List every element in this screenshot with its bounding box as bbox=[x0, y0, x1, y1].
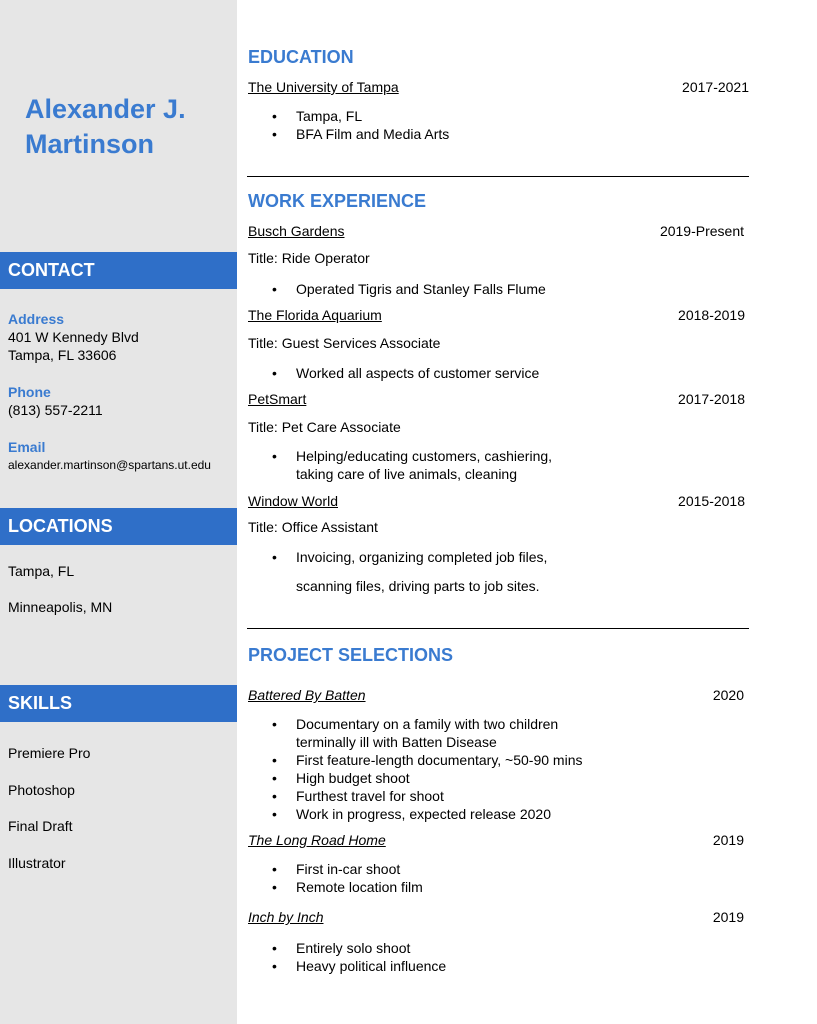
project-bullets bbox=[248, 860, 608, 896]
job-bullets bbox=[248, 447, 588, 483]
locations-heading: LOCATIONS bbox=[0, 508, 237, 545]
job-title: Title: Pet Care Associate bbox=[248, 419, 401, 435]
project-title: Inch by Inch bbox=[248, 909, 324, 925]
job-title: Title: Guest Services Associate bbox=[248, 335, 441, 351]
list-item: • Documentary on a family with two children terminally ill with Batten Disease bbox=[248, 715, 588, 751]
address-line-2: Tampa, FL 33606 bbox=[8, 347, 117, 363]
project-year: 2019 bbox=[712, 909, 744, 925]
project-year: 2020 bbox=[712, 687, 744, 703]
job-bullets bbox=[248, 280, 608, 298]
list-item: • First feature-length documentary, ~50-90 mins bbox=[248, 751, 588, 769]
job-org: PetSmart bbox=[248, 391, 307, 407]
skill-item: Final Draft bbox=[8, 818, 73, 834]
skills-heading: SKILLS bbox=[0, 685, 237, 722]
project-title: Battered By Batten bbox=[248, 687, 366, 703]
education-bullets bbox=[248, 107, 608, 143]
list-item: • Work in progress, expected release 2020 bbox=[248, 805, 588, 823]
work-heading: WORK EXPERIENCE bbox=[248, 191, 427, 211]
project-year: 2019 bbox=[712, 832, 744, 848]
skill-item: Illustrator bbox=[8, 855, 66, 871]
list-item: • Furthest travel for shoot bbox=[248, 787, 588, 805]
list-item: • Helping/educating customers, cashiering, taking care of live animals, cleaning bbox=[248, 447, 588, 483]
resume-name bbox=[25, 92, 186, 162]
education-years: 2017-2021 bbox=[682, 79, 749, 95]
education-school: The University of Tampa bbox=[248, 79, 399, 95]
list-item: • Heavy political influence bbox=[248, 957, 608, 975]
education-heading: EDUCATION bbox=[248, 47, 354, 67]
phone-value: (813) 557-2211 bbox=[8, 402, 103, 418]
list-item: • Entirely solo shoot bbox=[248, 939, 608, 957]
job-org: Window World bbox=[248, 493, 338, 509]
name-line-2: Martinson bbox=[25, 129, 155, 159]
job-org: The Florida Aquarium bbox=[248, 307, 382, 323]
job-bullet-continuation: scanning files, driving parts to job sites. bbox=[296, 578, 540, 594]
list-item: • Remote location film bbox=[248, 878, 608, 896]
list-item: • Operated Tigris and Stanley Falls Flume bbox=[248, 280, 608, 298]
name-line-1: Alexander J. bbox=[25, 94, 186, 124]
location-item: Tampa, FL bbox=[8, 563, 75, 579]
section-divider bbox=[247, 176, 749, 177]
contact-heading: CONTACT bbox=[0, 252, 237, 289]
list-item: • BFA Film and Media Arts bbox=[248, 125, 608, 143]
email-label: Email bbox=[8, 439, 46, 455]
project-title: The Long Road Home bbox=[248, 832, 386, 848]
job-years: 2015-2018 bbox=[678, 493, 745, 509]
project-bullets bbox=[248, 939, 608, 975]
list-item: • First in-car shoot bbox=[248, 860, 608, 878]
job-bullets bbox=[248, 364, 608, 382]
job-years: 2018-2019 bbox=[678, 307, 745, 323]
job-org: Busch Gardens bbox=[248, 223, 345, 239]
job-years: 2019-Present bbox=[659, 223, 744, 239]
job-bullets bbox=[248, 548, 608, 566]
job-title: Title: Office Assistant bbox=[248, 519, 378, 535]
list-item: • Tampa, FL bbox=[248, 107, 608, 125]
address-label: Address bbox=[8, 311, 65, 327]
list-item: • High budget shoot bbox=[248, 769, 588, 787]
projects-heading: PROJECT SELECTIONS bbox=[248, 645, 454, 665]
list-item: • Worked all aspects of customer service bbox=[248, 364, 608, 382]
job-title: Title: Ride Operator bbox=[248, 250, 370, 266]
phone-label: Phone bbox=[8, 384, 51, 400]
project-bullets bbox=[248, 715, 588, 823]
list-item: • Invoicing, organizing completed job files, bbox=[248, 548, 608, 566]
skill-item: Photoshop bbox=[8, 782, 75, 798]
job-years: 2017-2018 bbox=[678, 391, 745, 407]
section-divider bbox=[247, 628, 749, 629]
skill-item: Premiere Pro bbox=[8, 745, 91, 761]
location-item: Minneapolis, MN bbox=[8, 599, 113, 615]
address-line-1: 401 W Kennedy Blvd bbox=[8, 329, 139, 345]
email-value: alexander.martinson@spartans.ut.edu bbox=[8, 458, 211, 472]
